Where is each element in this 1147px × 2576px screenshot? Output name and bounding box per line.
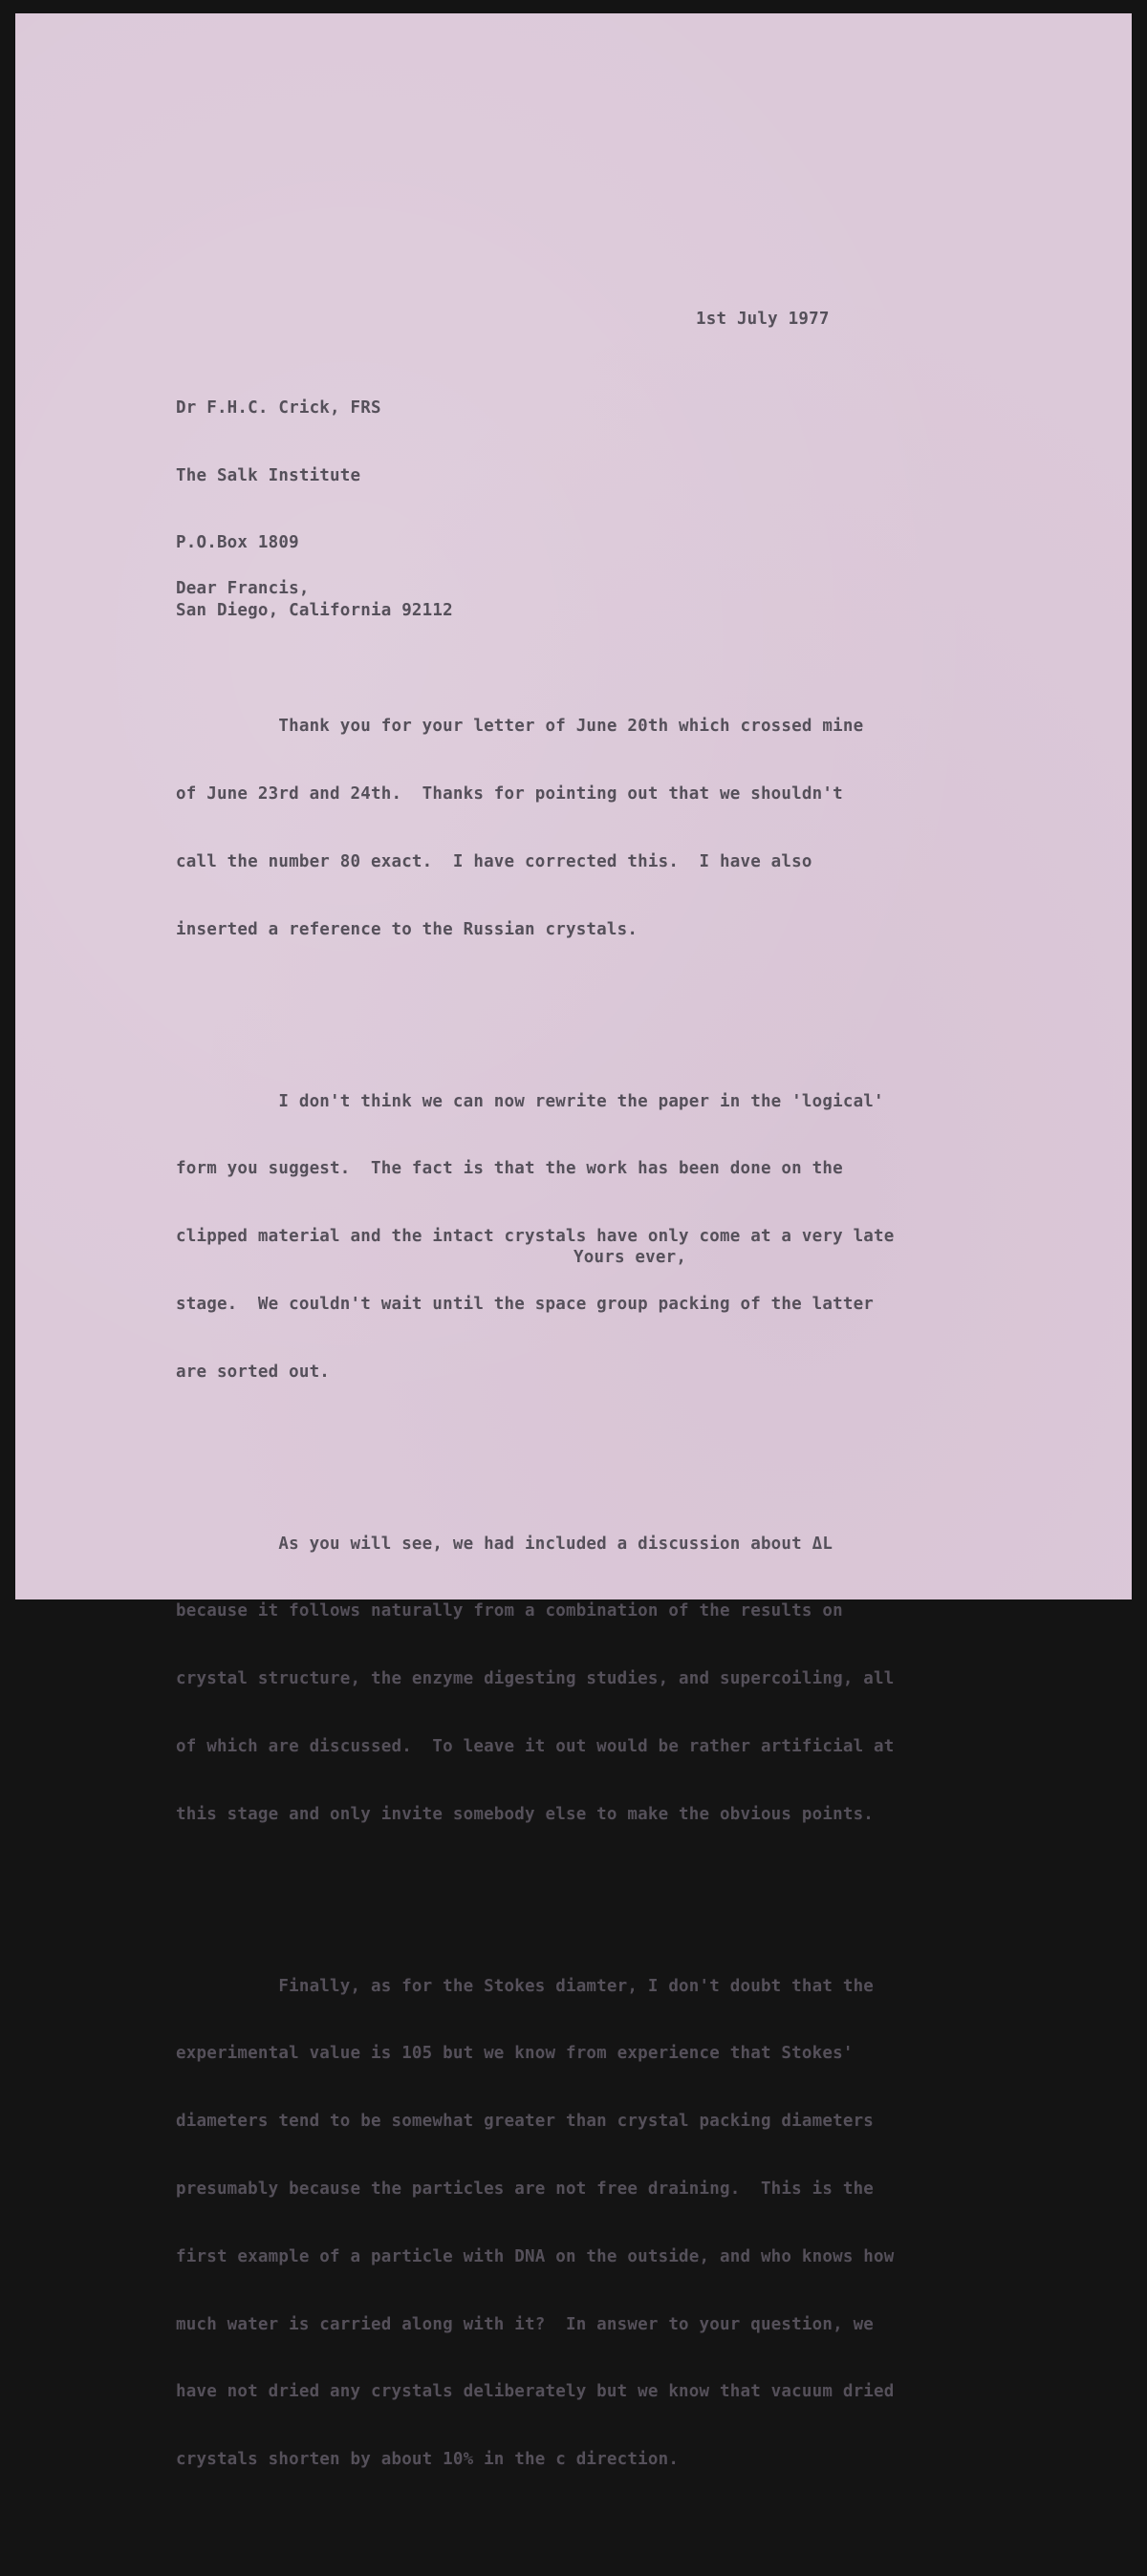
address-line: The Salk Institute [176,465,361,485]
paragraph-1 [176,671,998,986]
body-line: clipped material and the intact crystals have only come at a very late [176,1227,895,1247]
body-line: are sorted out. [176,1362,331,1382]
body-line: because it follows naturally from a combination of the results on [176,1601,843,1621]
body-line: I don't think we can now rewrite the paper in the 'logical' [176,1091,884,1111]
body-line: crystals shorten by about 10% in the c direction. [176,2450,680,2470]
body-line: experimental value is 105 but we know from experience that Stokes' [176,2044,854,2064]
body-line: stage. We couldn't wait until the space group packing of the latter [176,1294,875,1314]
paragraph-3 [176,1488,998,1871]
body-line: much water is carried along with it? In answer to your question, we [176,2314,875,2334]
letter-date: 1st July 1977 [696,310,830,329]
letter-body [176,633,998,2576]
body-line: Thank you for your letter of June 20th which crossed mine [176,717,864,737]
closing: Yours ever, [574,1248,687,1267]
body-line: form you suggest. The fact is that the work has been done on the [176,1159,843,1179]
body-line: crystal structure, the enzyme digesting studies, and supercoiling, all [176,1669,895,1689]
salutation: Dear Francis, [176,579,310,598]
body-line: call the number 80 exact. I have corrected this. I have also [176,851,812,871]
body-line: have not dried any crystals deliberately but we know that vacuum dried [176,2382,895,2402]
address-line: P.O.Box 1809 [176,533,299,552]
paragraph-4 [176,1931,998,2517]
body-line: As you will see, we had included a discussion about ΔL [176,1534,833,1554]
letter-page [15,13,1132,2470]
body-line: this stage and only invite somebody else to make the obvious points. [176,1804,875,1824]
body-line: presumably because the particles are not free draining. This is the [176,2179,875,2200]
body-line: Finally, as for the Stokes diamter, I don't doubt that the [176,1976,875,1996]
body-line: diameters tend to be somewhat greater than crystal packing diameters [176,2112,875,2132]
body-line: inserted a reference to the Russian crystals. [176,919,638,939]
body-line: of June 23rd and 24th. Thanks for pointing out that we shouldn't [176,784,843,804]
body-line: first example of a particle with DNA on the outside, and who knows how [176,2246,895,2266]
paragraph-2 [176,1045,998,1428]
recipient-address [176,353,453,667]
body-line: of which are discussed. To leave it out would be rather artificial at [176,1736,895,1756]
address-line: San Diego, California 92112 [176,600,453,620]
address-line: Dr F.H.C. Crick, FRS [176,398,381,418]
